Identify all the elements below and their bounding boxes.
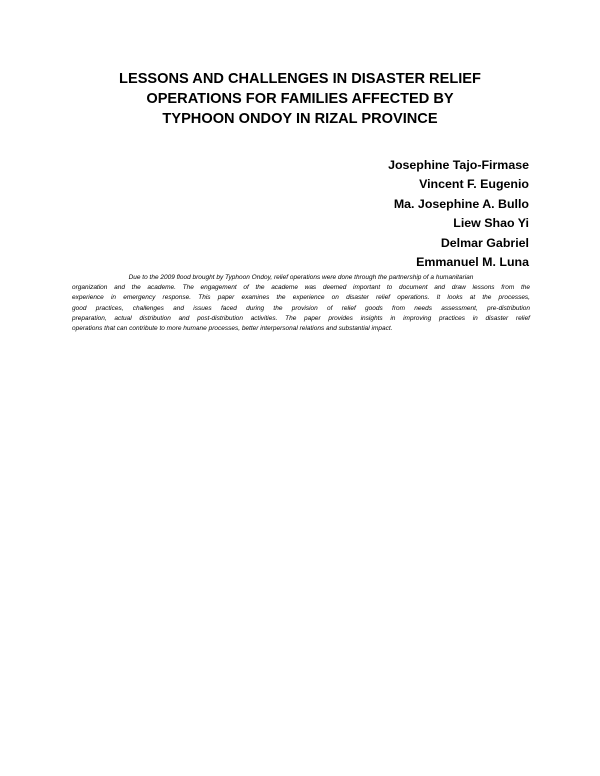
abstract-line: preparation, actual distribution and post-distribution activities. The paper provides insights in improving practices in disaster relief <box>72 314 530 322</box>
abstract-line: good practices, challenges and issues faced during the provision of relief goods from needs assessment, pre-distribution <box>72 304 530 312</box>
abstract-line: Due to the 2009 flood brought by Typhoon Ondoy, relief operations were done through the partnership of a humanitarian <box>128 274 474 281</box>
abstract-line: organization and the academe. The engagement of the academe was deemed important to document and draw lessons from the <box>72 284 530 292</box>
author-list <box>388 156 529 272</box>
author-name: Ma. Josephine A. Bullo <box>393 196 529 211</box>
title-line: OPERATIONS FOR FAMILIES AFFECTED BY <box>146 91 454 107</box>
abstract <box>72 273 530 334</box>
paper-title <box>60 69 540 129</box>
author-name: Josephine Tajo-Firmase <box>388 158 529 172</box>
author-name: Emmanuel M. Luna <box>416 255 529 270</box>
title-line: LESSONS AND CHALLENGES IN DISASTER RELIEF <box>119 71 481 87</box>
author-name: Liew Shao Yi <box>453 216 529 231</box>
title-line: TYPHOON ONDOY IN RIZAL PROVINCE <box>162 111 438 127</box>
abstract-line: operations that can contribute to more humane processes, better interpersonal relations and substantial impact. <box>72 325 393 333</box>
abstract-line: experience in emergency response. This paper examines the experience on disaster relief operations. It looks at the processes, <box>72 294 530 302</box>
author-name: Vincent F. Eugenio <box>419 177 529 192</box>
author-name: Delmar Gabriel <box>440 235 529 250</box>
